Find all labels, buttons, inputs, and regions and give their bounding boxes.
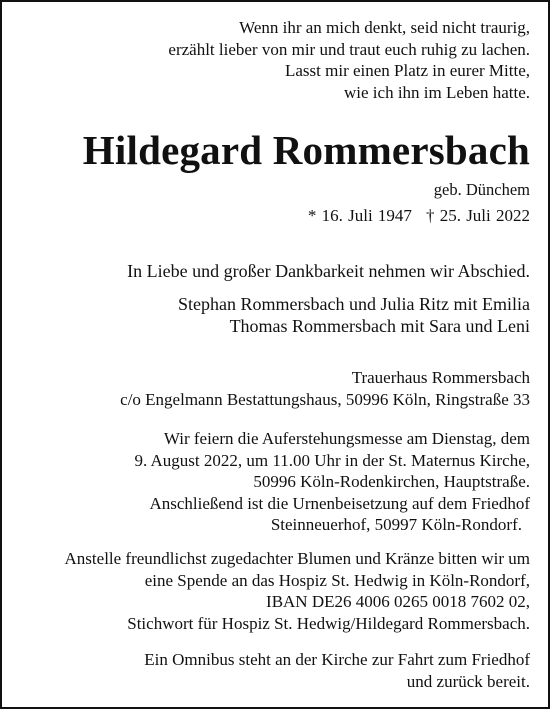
death-date: † 25. Juli 2022 bbox=[425, 206, 530, 225]
address-line: Trauerhaus Rommersbach bbox=[351, 368, 530, 387]
mass-line: Anschließend ist die Urnenbeisetzung auf dem Friedhof bbox=[149, 493, 530, 513]
address-line: c/o Engelmann Bestattungshaus, 50996 Köln, Ringstraße 33 bbox=[120, 389, 530, 409]
poem-line: erzählt lieber von mir und traut euch ruhig zu lachen. bbox=[168, 39, 530, 59]
farewell-statement: In Liebe und großer Dankbarkeit nehmen wir Abschied. bbox=[127, 261, 530, 281]
poem-line: Lasst mir einen Platz in eurer Mitte, bbox=[284, 61, 530, 80]
bus-transport-info bbox=[144, 649, 530, 692]
iban-line: IBAN DE26 4006 0265 0018 7602 02, bbox=[266, 592, 530, 611]
birth-name: geb. Dünchem bbox=[433, 180, 530, 199]
donation-line: eine Spende an das Hospiz St. Hedwig in Köln-Rondorf, bbox=[144, 570, 530, 590]
family-mourners bbox=[178, 293, 530, 337]
mass-line: Steinneuerhof, 50997 Köln-Rondorf. bbox=[270, 515, 522, 534]
deceased-name: Hildegard Rommersbach bbox=[82, 127, 530, 173]
life-dates bbox=[308, 205, 530, 226]
mass-line: 9. August 2022, um 11.00 Uhr in der St. Maternus Kirche, bbox=[134, 450, 530, 470]
mourning-house-address bbox=[120, 367, 530, 410]
poem-line: wie ich ihn im Leben hatte. bbox=[344, 82, 530, 102]
donation-line: Anstelle freundlichst zugedachter Blumen und Kränze bitten wir um bbox=[64, 549, 530, 568]
donation-line: Stichwort für Hospiz St. Hedwig/Hildegard Rommersbach. bbox=[127, 613, 530, 633]
memorial-poem bbox=[168, 17, 530, 103]
mass-line: 50996 Köln-Rodenkirchen, Hauptstraße. bbox=[253, 472, 530, 491]
family-line: Thomas Rommersbach mit Sara und Leni bbox=[229, 316, 530, 336]
funeral-mass-info bbox=[134, 428, 530, 536]
bus-line: und zurück bereit. bbox=[406, 671, 530, 691]
bus-line: Ein Omnibus steht an der Kirche zur Fahrt zum Friedhof bbox=[144, 650, 530, 669]
family-line: Stephan Rommersbach und Julia Ritz mit Emilia bbox=[178, 294, 530, 314]
poem-line: Wenn ihr an mich denkt, seid nicht traurig, bbox=[239, 18, 530, 37]
birth-date: * 16. Juli 1947 bbox=[307, 206, 412, 225]
donation-request bbox=[65, 548, 530, 634]
mass-line: Wir feiern die Auferstehungsmesse am Dienstag, dem bbox=[163, 429, 530, 448]
